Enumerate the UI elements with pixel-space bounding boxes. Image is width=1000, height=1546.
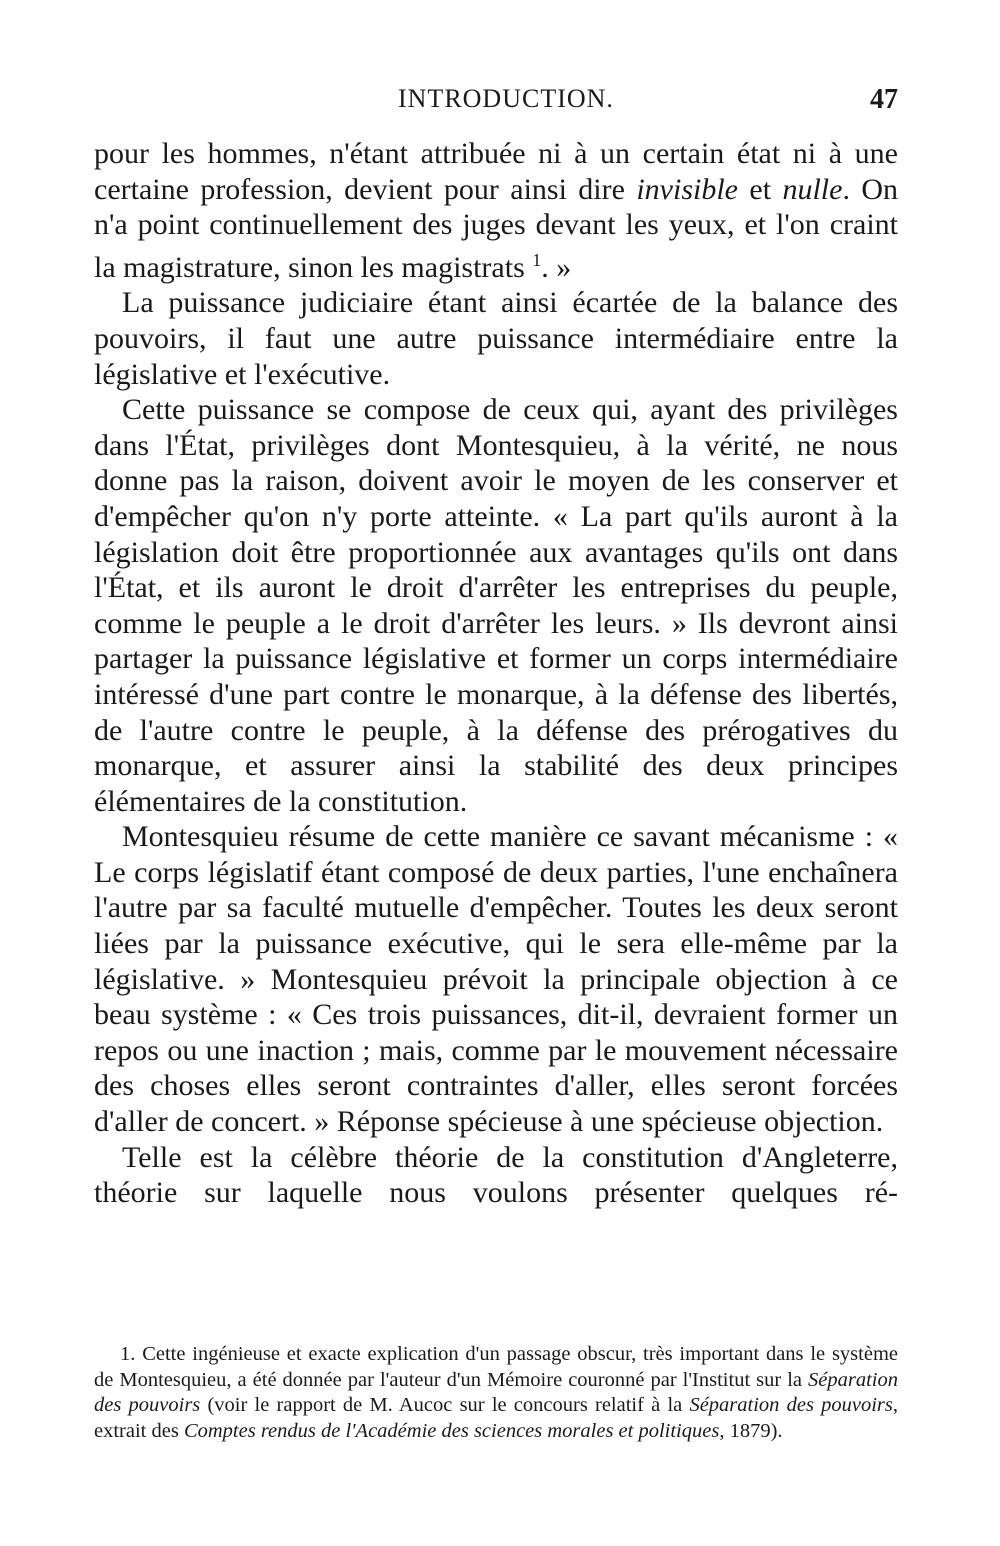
paragraph: Telle est la célèbre théorie de la constitution d'Angleterre, théorie sur laquelle nous voulons présenter quelques ré- [94, 1140, 898, 1210]
footnotes [94, 1342, 898, 1444]
italic-run: nulle [782, 172, 843, 206]
italic-run: Séparation des pouvoirs [94, 1368, 898, 1416]
paragraph: Montesquieu résume de cette manière ce savant mécanisme : « Le corps législatif étant composé de deux parties, l'une enchaînera l'autre par sa faculté mutuelle d'empêcher. Toutes les deux seront liées par la puissance exécutive, qui le sera elle-même par la législative. » Montesquieu prévoit la principale objection à ce beau système : « Ces trois puissances, dit-il, devraient former un repos ou une inaction ; mais, comme par le mouvement nécessaire des choses elles seront contraintes d'aller, elles seront forcées d'aller de concert. » Réponse spécieuse à une spécieuse objection. [94, 820, 898, 1139]
page-number: 47 [870, 84, 898, 115]
italic-run: Séparation des pouvoirs [689, 1394, 893, 1416]
text-run: pour les hommes, n'étant attribuée ni à un certain état ni à une certaine profession, devient pour ainsi dire [94, 137, 898, 206]
text-run: Cette ingénieuse et exacte explication d'un passage obscur, très important dans le système de Montesquieu, a été donnée par l'auteur d'un Mémoire couronné par l'Institut sur la [94, 1343, 898, 1391]
text-run: , 1879). [719, 1419, 783, 1442]
text-run: et [738, 172, 783, 206]
text-run: (voir le rapport de M. Aucoc sur le concours relatif à la [200, 1394, 690, 1416]
running-header [94, 84, 898, 120]
text-run: . » [541, 250, 572, 284]
paragraph: Cette puissance se compose de ceux qui, ayant des privilèges dans l'État, privilèges dont Montesquieu, à la vérité, ne nous donne pas la raison, doivent avoir le moyen de les conserver et d'empêcher qu'on n'y porte atteinte. « La part qu'ils auront à la législation doit être proportionnée aux avantages qu'ils ont dans l'État, et ils auront le droit d'arrêter les entreprises du peuple, comme le peuple a le droit d'arrêter les leurs. » Ils devront ainsi partager la puissance législative et former un corps intermédiaire intéressé d'une part contre le monarque, à la défense des libertés, de l'autre contre le peuple, à la défense des prérogatives du monarque, et assurer ainsi la stabilité des deux principes élémentaires de la constitution. [94, 393, 898, 818]
paragraph: La puissance judiciaire étant ainsi écartée de la balance des pouvoirs, il faut une autre puissance intermédiaire entre la législative et l'exécutive. [94, 286, 898, 391]
text-run: . On n'a point continuellement des juges devant les yeux, et l'on craint la magistrature, sinon les magistrats [94, 172, 898, 284]
italic-run: invisible [636, 172, 738, 206]
paragraph-continued [94, 136, 898, 285]
running-title: INTRODUCTION. [398, 84, 614, 113]
text-run: , extrait des [94, 1394, 898, 1442]
body-text [94, 136, 898, 1211]
footnote-reference: 1 [532, 249, 542, 270]
footnote-number: 1. [120, 1343, 143, 1365]
italic-run: Comptes rendus de l'Académie des sciences morales et politiques [183, 1419, 720, 1442]
footnote [94, 1342, 898, 1444]
